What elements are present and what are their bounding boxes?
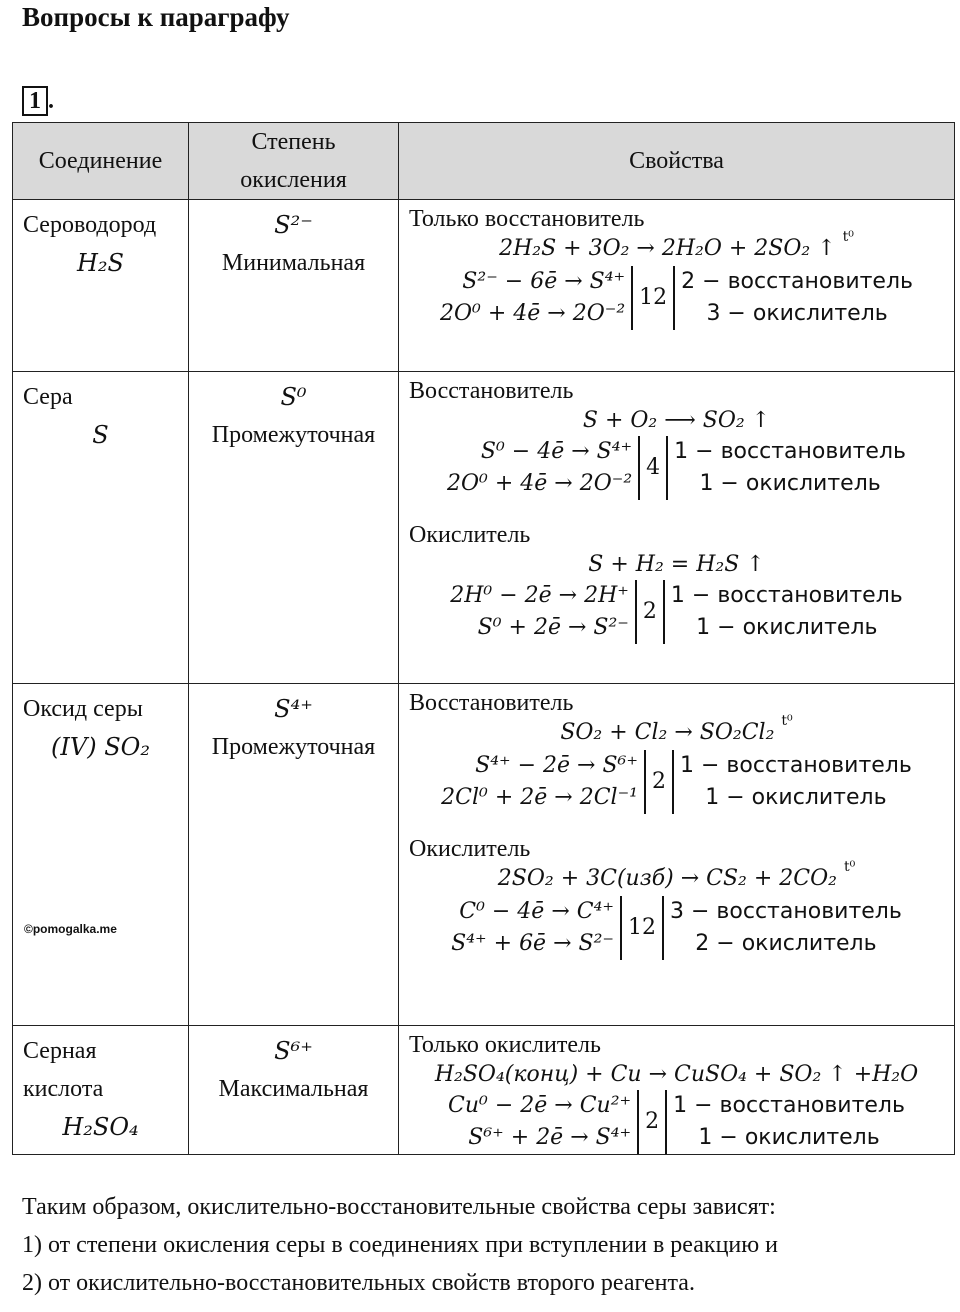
table-row: [13, 684, 955, 1026]
balance-role: 1 − восстановитель: [673, 1093, 905, 1118]
table-row: [13, 1026, 955, 1155]
watermark: ©pomogalka.me: [24, 922, 117, 936]
reaction-equation: [409, 550, 944, 580]
ox-state-value: S⁰: [280, 383, 307, 411]
reaction-text: 2H₂S + 3O₂ → 2H₂O + 2SO₂ ↑: [499, 236, 836, 261]
property-title: Только окислитель: [409, 1032, 601, 1058]
reaction-equation: [409, 859, 944, 896]
balance-role: 3 − окислитель: [706, 301, 888, 326]
balance-lcm: 2: [637, 1090, 667, 1154]
reaction-condition: t⁰: [843, 859, 856, 875]
compound-name: Оксид серы: [23, 696, 143, 722]
reaction-equation: [409, 713, 944, 750]
balance-role: 1 − восстановитель: [674, 439, 906, 464]
header-compound: Соединение: [13, 123, 189, 200]
half-reaction: S⁴⁺ + 6ē → S²⁻: [451, 931, 615, 956]
compound-cell: [13, 1026, 189, 1155]
compound-formula: S: [92, 421, 109, 449]
half-reaction: 2Cl⁰ + 2ē → 2Cl⁻¹: [441, 785, 638, 810]
half-reaction: 2O⁰ + 4ē → 2O⁻²: [439, 301, 626, 326]
ox-state-value: S²⁻: [274, 211, 313, 239]
conclusion-line-3: 2) от окислительно-восстановительных свойств второго реагента.: [22, 1270, 695, 1296]
balance-role: 1 − восстановитель: [670, 583, 903, 608]
half-reaction: 2O⁰ + 4ē → 2O⁻²: [446, 471, 633, 496]
electron-balance: [409, 750, 944, 814]
reaction-text: H₂SO₄(конц) + Cu → CuSO₄ + SO₂ ↑ +H₂O: [434, 1062, 919, 1087]
balance-roles: [671, 580, 903, 644]
half-reaction: S⁶⁺ + 2ē → S⁴⁺: [468, 1125, 632, 1150]
electron-balance: [409, 436, 944, 500]
ox-state-cell: [189, 1026, 399, 1155]
balance-role: 3 − восстановитель: [670, 899, 902, 924]
balance-role: 2 − восстановитель: [681, 269, 913, 294]
half-reaction: Cu⁰ − 2ē → Cu²⁺: [448, 1093, 632, 1118]
reaction-condition: t⁰: [842, 229, 854, 245]
half-reaction: S⁴⁺ − 2ē → S⁶⁺: [475, 753, 638, 778]
compound-cell: [13, 684, 189, 1026]
reaction-text: S + H₂ = H₂S ↑: [588, 552, 765, 577]
ox-state-word: Промежуточная: [211, 422, 376, 448]
property-title: Окислитель: [409, 522, 531, 548]
compound-formula: (IV) SO₂: [51, 733, 150, 761]
compound-formula: H₂S: [77, 249, 124, 277]
compound-name: Сероводород: [23, 212, 157, 238]
balance-roles: [680, 750, 912, 814]
question-number: 1 .: [22, 86, 54, 116]
table-row: [13, 200, 955, 372]
balance-roles: [681, 266, 913, 330]
compound-cell: [13, 372, 189, 684]
half-reaction: S²⁻ − 6ē → S⁴⁺: [462, 269, 626, 294]
oxidation-table: [12, 122, 955, 1155]
half-reactions: [451, 896, 614, 960]
balance-lcm: 12: [631, 266, 675, 330]
balance-lcm: 2: [644, 750, 674, 814]
half-reaction: S⁰ + 2ē → S²⁻: [477, 615, 629, 640]
compound-name: Серная кислота: [23, 1038, 104, 1102]
properties-cell: [399, 372, 955, 684]
reaction-equation: [409, 406, 944, 436]
balance-role: 1 − окислитель: [699, 471, 881, 496]
balance-role: 1 − восстановитель: [680, 753, 912, 778]
half-reactions: [447, 436, 632, 500]
property-title: Только восстановитель: [409, 206, 645, 232]
page-heading: Вопросы к параграфу: [22, 2, 290, 32]
reaction-text: SO₂ + Cl₂ → SO₂Cl₂: [560, 720, 775, 745]
reaction-equation: [409, 229, 944, 266]
electron-balance: [409, 1090, 944, 1154]
question-number-box: 1: [22, 86, 48, 116]
balance-lcm: 12: [620, 896, 664, 960]
reaction-condition: t⁰: [781, 713, 793, 729]
compound-cell: [13, 200, 189, 372]
ox-state-word: Промежуточная: [211, 734, 376, 760]
ox-state-cell: [189, 200, 399, 372]
block-gap: [409, 814, 944, 834]
properties-cell: [399, 200, 955, 372]
reaction-equation: [409, 1060, 944, 1090]
ox-state-value: S⁶⁺: [274, 1037, 313, 1065]
ox-state-word: Максимальная: [218, 1076, 369, 1102]
property-title: Окислитель: [409, 836, 531, 862]
ox-state-cell: [189, 684, 399, 1026]
balance-lcm: 4: [638, 436, 668, 500]
balance-lcm: 2: [635, 580, 665, 644]
balance-roles: [674, 436, 906, 500]
header-ox-state: Степень окисления: [189, 123, 399, 200]
balance-roles: [673, 1090, 905, 1154]
compound-formula: H₂SO₄: [62, 1113, 139, 1141]
table-header-row: [13, 123, 955, 200]
properties-cell: [399, 1026, 955, 1155]
balance-role: 1 − окислитель: [705, 785, 887, 810]
half-reactions: [448, 1090, 631, 1154]
balance-role: 1 − окислитель: [698, 1125, 880, 1150]
conclusion-line-1: Таким образом, окислительно-восстановительные свойства серы зависят:: [22, 1194, 776, 1220]
electron-balance: [409, 580, 944, 644]
header-properties: Свойства: [399, 123, 955, 200]
property-title: Восстановитель: [409, 690, 574, 716]
reaction-text: 2SO₂ + 3C(изб) → CS₂ + 2CO₂: [497, 866, 837, 891]
balance-roles: [670, 896, 902, 960]
half-reaction: 2H⁰ − 2ē → 2H⁺: [450, 583, 629, 608]
conclusion: [22, 1188, 778, 1302]
half-reactions: [440, 266, 625, 330]
electron-balance: [409, 266, 944, 330]
balance-role: 2 − окислитель: [695, 931, 877, 956]
half-reactions: [450, 580, 629, 644]
half-reaction: S⁰ − 4ē → S⁴⁺: [480, 439, 633, 464]
balance-role: 1 − окислитель: [696, 615, 878, 640]
ox-state-word: Минимальная: [221, 250, 366, 276]
block-gap: [409, 500, 944, 520]
electron-balance: [409, 896, 944, 960]
properties-cell: [399, 684, 955, 1026]
reaction-text: S + O₂ ⟶ SO₂ ↑: [582, 408, 771, 433]
table-row: [13, 372, 955, 684]
compound-name: Сера: [23, 384, 73, 410]
half-reaction: C⁰ − 4ē → C⁴⁺: [459, 899, 615, 924]
property-title: Восстановитель: [409, 378, 574, 404]
ox-state-cell: [189, 372, 399, 684]
conclusion-line-2: 1) от степени окисления серы в соединениях при вступлении в реакцию и: [22, 1232, 779, 1258]
half-reactions: [441, 750, 638, 814]
ox-state-value: S⁴⁺: [274, 695, 313, 723]
